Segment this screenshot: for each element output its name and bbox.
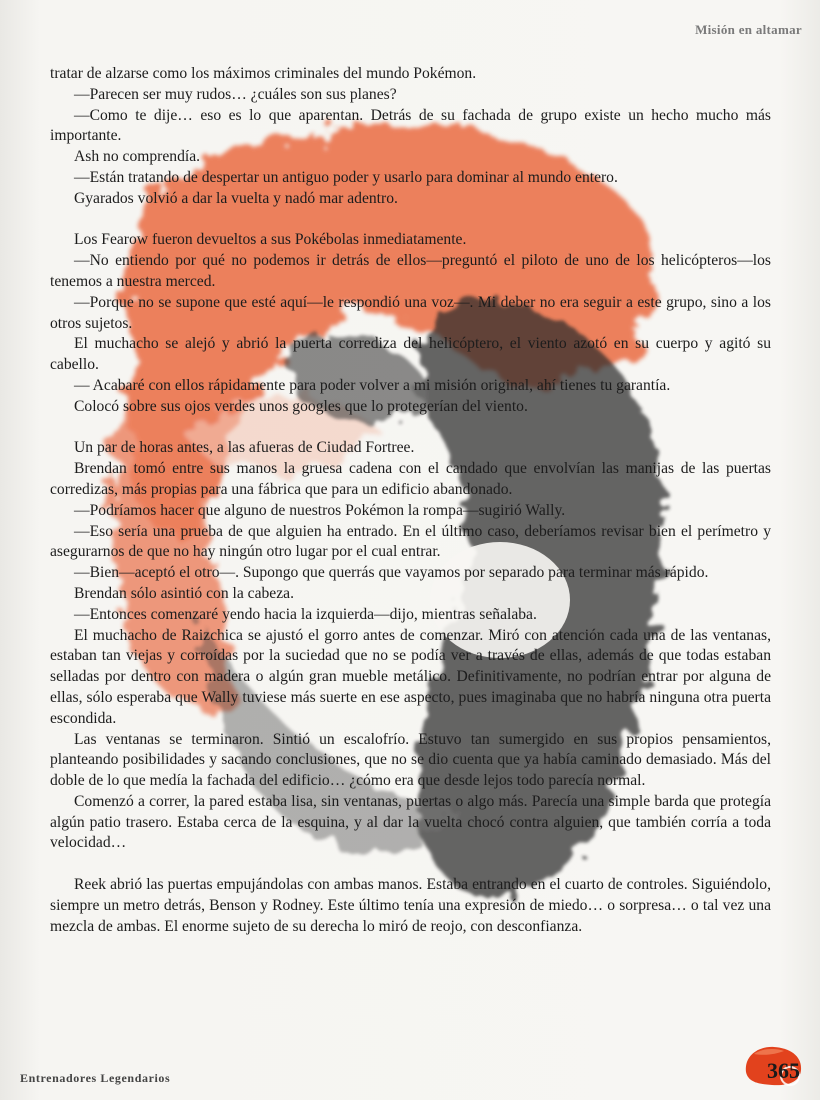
paragraph: —Como te dije… eso es lo que aparentan. Detrás de su fachada de grupo existe un hecho mucho más importante. — [50, 106, 771, 145]
paragraph: Ash no comprendía. — [74, 148, 201, 166]
paragraph: Gyarados volvió a dar la vuelta y nadó mar adentro. — [74, 189, 398, 207]
paragraph: —Podríamos hacer que alguno de nuestros Pokémon la rompa—sugirió Wally. — [74, 501, 566, 519]
book-title: Entrenadores Legendarios — [20, 1071, 171, 1085]
paragraph: — Acabaré con ellos rápidamente para poder volver a mi misión original, ahí tienes tu garantía. — [74, 376, 671, 394]
paragraph: Un par de horas antes, a las afueras de Ciudad Fortree. — [74, 439, 415, 457]
paragraph: —Eso sería una prueba de que alguien ha entrado. En el último caso, deberíamos revisar bien el perímetro y asegurarnos de que no hay ningún otro lugar por el cual entrar. — [50, 522, 771, 561]
page-number: 365 — [767, 1058, 800, 1083]
body-text — [50, 64, 771, 937]
paragraph: —Bien—aceptó el otro—. Supongo que querrás que vayamos por separado para terminar más rápido. — [74, 564, 709, 582]
paragraph: —Están tratando de despertar un antiguo poder y usarlo para dominar al mundo entero. — [74, 168, 618, 186]
paragraph: —No entiendo por qué no podemos ir detrás de ellos—preguntó el piloto de uno de los helicópteros—los tenemos a nuestra merced. — [50, 252, 771, 290]
paragraph: Colocó sobre sus ojos verdes unos googles que lo protegerían del viento. — [74, 397, 528, 415]
paragraph: —Entonces comenzaré yendo hacia la izquierda—dijo, mientras señalaba. — [74, 605, 537, 623]
paragraph: Brendan sólo asintió con la cabeza. — [74, 584, 294, 602]
running-head: Misión en altamar — [695, 22, 802, 37]
paragraph: —Porque no se supone que esté aquí—le respondió una voz—. Mi deber no era seguir a este grupo, sino a los otros sujetos. — [50, 293, 771, 332]
paragraph: —Parecen ser muy rudos… ¿cuáles son sus planes? — [74, 85, 397, 103]
paragraph: Reek abrió las puertas empujándolas con ambas manos. Estaba entrando en el cuarto de controles. Siguiéndolo, siempre un metro detrás, Benson y Rodney. Este último tenía una expresión de miedo… o sorpresa… o tal vez una mezcla de ambas. El enorme sujeto de su derecha lo miró de reojo, con desconfianza. — [50, 876, 771, 935]
paragraph: Brendan tomó entre sus manos la gruesa cadena con el candado que envolvían las manijas de las puertas corredizas, más propias para una fábrica que para un edificio abandonado. — [50, 460, 771, 498]
paragraph: El muchacho se alejó y abrió la puerta corrediza del helicóptero, el viento azotó en su cuerpo y agitó su cabello. — [50, 335, 771, 374]
paragraph: Los Fearow fueron devueltos a sus Pokébolas inmediatamente. — [74, 231, 467, 249]
paragraph: Comenzó a correr, la pared estaba lisa, sin ventanas, puertas o algo más. Parecía una simple barda que protegía algún patio trasero. Estaba cerca de la esquina, y al dar la vuelta chocó contra alguien, que también corría a toda velocidad… — [50, 792, 771, 852]
paragraph: tratar de alzarse como los máximos criminales del mundo Pokémon. — [50, 65, 477, 82]
paragraph: Las ventanas se terminaron. Sintió un escalofrío. Estuvo tan sumergido en sus propios pensamientos, planteando posibilidades y sacando conclusiones, que no se dio cuenta que ya había caminado demasiado. Más del doble de lo que medía la fachada del edificio… ¿cómo era que desde lejos todo parecía normal. — [50, 730, 771, 790]
paragraph: El muchacho de Raizchica se ajustó el gorro antes de comenzar. Miró con atención cada una de las ventanas, estaban tan viejas y corroídas por la suciedad que no se podía ver a través de ellas, además de que todas estaban selladas por dentro con madera o algún gran mueble metálico. Definitivamente, no podrían entrar por alguna de ellas, sólo esperaba que Wally tuviese más suerte en ese aspecto, pues imaginaba que no habría ninguna otra puerta escondida. — [50, 626, 771, 727]
